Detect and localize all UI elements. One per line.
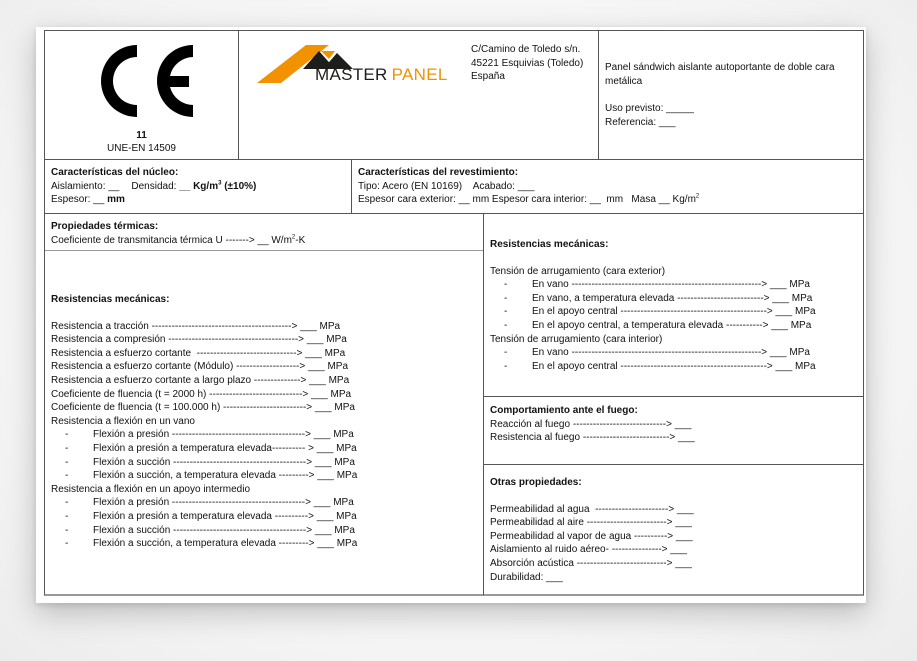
other-title: Otras propiedades: — [490, 477, 582, 488]
property-label: Flexión a presión ----------------------------------------> — [93, 497, 311, 509]
property-row — [51, 524, 483, 538]
property-row — [51, 347, 483, 361]
property-label: En el apoyo central, a temperatura elevada -----------> — [532, 319, 769, 331]
bullet-dash: - — [65, 524, 69, 536]
density-tolerance: (±10%) — [221, 180, 257, 192]
fire-title: Comportamiento ante el fuego: — [490, 405, 638, 416]
thickness-label: Espesor: __ — [51, 194, 108, 206]
property-row — [51, 428, 483, 442]
fire-item: Resistencia al fuego --------------------------> ___ — [490, 432, 695, 444]
property-value: ___ MPa — [310, 429, 354, 441]
address-line: España — [471, 71, 505, 83]
property-value: ___ MPa — [769, 292, 813, 304]
mech-left-title: Resistencias mecánicas: — [51, 294, 170, 305]
property-label: Coeficiente de fluencia (t = 2000 h) ----------------------------> — [51, 388, 309, 400]
property-row — [490, 305, 864, 319]
property-value: ___ MPa — [767, 279, 810, 291]
property-label: Flexión a presión ----------------------------------------> — [93, 429, 311, 441]
property-value: ___ MPa — [768, 319, 812, 331]
property-label: Flexión a succión, a temperatura elevada ---------> — [93, 470, 315, 482]
property-label: En el apoyo central --------------------------------------------> — [532, 360, 773, 372]
bullet-dash: - — [65, 470, 69, 482]
core-title: Características del núcleo: — [51, 167, 179, 178]
property-row — [51, 510, 483, 524]
property-value: ___ MPa — [305, 361, 349, 373]
property-value: ___ MPa — [772, 306, 816, 318]
coating-cell: Características del revestimiento: Tipo: Acero (EN 10169) Acabado: ___ Espesor cara exterior: __ mm Espesor cara interior: __ mm Masa __ $Kg/m^2$ — [351, 159, 864, 213]
property-label: Flexión a presión a temperatura elevada ----------> — [93, 510, 314, 522]
other-item: Permeabilidad al aire ------------------------> ___ — [490, 517, 692, 529]
address-line: C/Camino de Toledo s/n. — [471, 44, 581, 55]
property-label: Flexión a succión, a temperatura elevada ---------> — [93, 538, 315, 550]
mech-right-list — [490, 265, 864, 374]
property-label: Flexión a succión ----------------------------------------> — [93, 456, 313, 468]
property-label: Resistencia a flexión en un vano — [51, 415, 195, 427]
bullet-dash: - — [504, 347, 508, 359]
property-value: ___ MPa — [313, 510, 357, 522]
property-label: En vano ---------------------------------------------------------> — [532, 279, 768, 291]
bullet-dash: - — [504, 279, 508, 291]
property-row — [51, 415, 483, 429]
thickness-unit: mm — [107, 194, 125, 206]
bullet-dash: - — [504, 306, 508, 318]
property-value: ___ MPa — [767, 347, 810, 359]
fire-cell — [483, 396, 864, 464]
property-row — [490, 333, 864, 347]
property-row — [490, 346, 864, 360]
product-cell — [598, 31, 864, 159]
property-value: ___ MPa — [314, 538, 358, 550]
property-row — [51, 374, 483, 388]
fire-item: Reacción al fuego ----------------------------> ___ — [490, 418, 692, 430]
property-value: ___ MPa — [314, 470, 358, 482]
other-item: Aislamiento al ruido aéreo- ---------------> ___ — [490, 544, 687, 556]
coating-type: Tipo: Acero (EN 10169) Acabado: ___ — [358, 180, 535, 192]
property-value: ___ MPa — [312, 402, 355, 414]
property-label: Flexión a succión ----------------------------------------> — [93, 524, 313, 536]
property-label: Resistencia a esfuerzo cortante a largo plazo --------------> — [51, 374, 307, 386]
property-label: En vano ---------------------------------------------------------> — [532, 347, 768, 359]
property-row — [51, 388, 483, 402]
bullet-dash: - — [504, 319, 508, 331]
ce-number: 11 — [136, 130, 147, 141]
property-row — [51, 496, 483, 510]
property-label: Resistencia a tracción ------------------------------------------> — [51, 320, 298, 332]
property-row — [51, 360, 483, 374]
other-item: Permeabilidad al vapor de agua ----------> ___ — [490, 530, 693, 542]
density-value: __ Kg/m — [179, 180, 219, 192]
property-row — [51, 401, 483, 415]
property-value: ___ MPa — [313, 442, 357, 454]
ce-standard: UNE-EN 14509 — [107, 143, 176, 154]
insulation: Aislamiento: __ — [51, 180, 120, 192]
property-value: ___ MPa — [297, 320, 341, 332]
other-item: Absorción acústica ---------------------------> ___ — [490, 557, 692, 569]
intended-use: Uso previsto: _____ — [605, 103, 694, 115]
property-label: Resistencia a esfuerzo cortante (Módulo) -------------------> — [51, 361, 306, 373]
mech-left-list — [51, 320, 483, 551]
property-row — [51, 456, 483, 470]
property-value: ___ MPa — [304, 334, 347, 346]
bullet-dash: - — [65, 497, 69, 509]
property-value: ___ MPa — [312, 456, 355, 468]
density-label: Densidad: — [131, 180, 180, 192]
address-line: 45221 Esquivias (Toledo) — [471, 57, 584, 69]
coating-title: Características del revestimiento: — [358, 167, 519, 178]
property-label: Tensión de arrugamiento (cara exterior) — [490, 265, 666, 277]
ce-mark-icon — [89, 41, 199, 121]
address-cell — [471, 43, 597, 103]
property-value: ___ MPa — [312, 524, 355, 536]
logo-cell — [238, 31, 468, 159]
bullet-dash: - — [65, 429, 69, 441]
property-label: Flexión a presión a temperatura elevada---------- > — [93, 442, 314, 454]
property-row — [490, 360, 864, 374]
property-row — [51, 320, 483, 334]
property-label: En el apoyo central --------------------------------------------> — [532, 306, 773, 318]
coating-thickness: Espesor cara exterior: __ mm Espesor cara interior: __ mm Masa __ Kg/m — [358, 194, 696, 206]
property-row — [490, 292, 864, 306]
property-label: Resistencia a flexión en un apoyo intermedio — [51, 483, 251, 495]
reference: Referencia: ___ — [605, 116, 676, 128]
bullet-dash: - — [65, 510, 69, 522]
mech-right-cell — [483, 213, 864, 396]
bullet-dash: - — [65, 538, 69, 550]
thermal-title: Propiedades térmicas: — [51, 221, 159, 232]
property-label: Resistencia a compresión ---------------------------------------> — [51, 334, 304, 346]
bullet-dash: - — [65, 442, 69, 454]
property-row — [51, 333, 483, 347]
core-cell: Características del núcleo: Aislamiento: __ Densidad: __ $Kg/m^3$ (±10%) Espesor: __ mm — [45, 159, 351, 213]
other-item: Durabilidad: ___ — [490, 571, 563, 583]
thermal-line: Coeficiente de transmitancia térmica U -------> __ W/m — [51, 234, 292, 246]
property-label: En vano, a temperatura elevada --------------------------> — [532, 292, 770, 304]
thermal-cell: Propiedades térmicas: Coeficiente de transmitancia térmica U -------> __ $W/m^2-K$ — [45, 213, 483, 251]
product-description: Panel sándwich aislante autoportante de doble cara — [605, 62, 835, 73]
property-label: Resistencia a esfuerzo cortante ------------------------------> — [51, 347, 303, 359]
bullet-dash: - — [504, 292, 508, 304]
mech-right-title: Resistencias mecánicas: — [490, 239, 609, 250]
property-row — [51, 469, 483, 483]
brand-master: MASTER — [315, 65, 388, 84]
property-row — [51, 483, 483, 497]
property-label: Coeficiente de fluencia (t = 100.000 h) -------------------------> — [51, 402, 313, 414]
property-value: ___ MPa — [306, 374, 350, 386]
property-row — [490, 319, 864, 333]
property-row — [490, 278, 864, 292]
bullet-dash: - — [504, 360, 508, 372]
property-value: ___ MPa — [772, 360, 816, 372]
mech-left-cell — [45, 251, 483, 595]
brand-panel: PANEL — [391, 65, 448, 84]
property-value: ___ MPa — [302, 347, 346, 359]
ce-cell — [45, 31, 238, 159]
property-label: Tensión de arrugamiento (cara interior) — [490, 333, 663, 345]
property-row — [51, 442, 483, 456]
property-row — [51, 537, 483, 551]
product-description: metálica — [605, 75, 643, 87]
other-cell — [483, 464, 864, 595]
property-value: ___ MPa — [310, 497, 354, 509]
ce-label-table — [44, 30, 864, 596]
bullet-dash: - — [65, 456, 69, 468]
property-row — [490, 265, 864, 279]
other-item: Permeabilidad al agua ----------------------> ___ — [490, 503, 694, 515]
property-value: ___ MPa — [308, 388, 352, 400]
